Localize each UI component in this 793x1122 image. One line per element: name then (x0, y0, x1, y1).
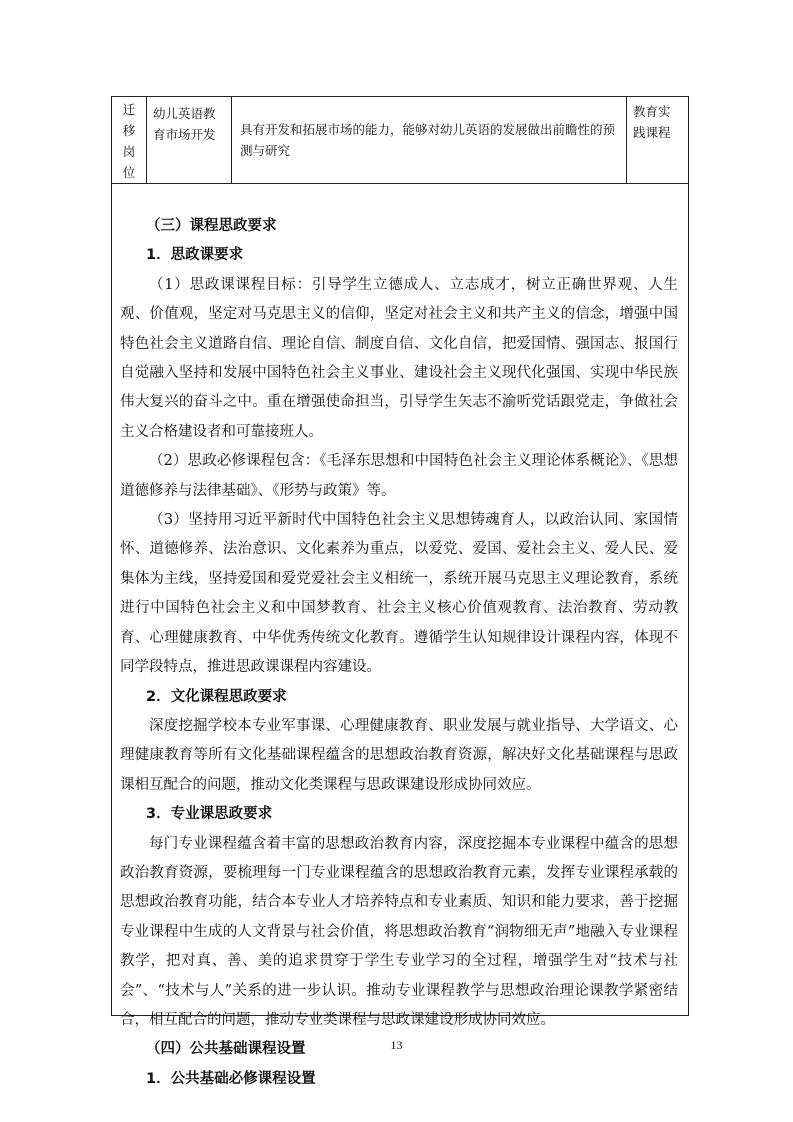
page-number: 13 (390, 1038, 403, 1052)
subsection-heading: 1．思政课要求 (146, 247, 244, 264)
main-content (120, 212, 678, 1094)
position-cell: 幼儿英语教育市场开发 (147, 97, 232, 184)
paragraph: 深度挖掘学校本专业军事课、心理健康教育、职业发展与就业指导、大学语文、心理健康教育等所有文化基础课程蕴含的思想政治教育资源，解决好文化基础课程与思政课相互配合的问题，推动文化类课程与思政课建设形成协同效应。 (120, 717, 678, 793)
category-char: 移 (122, 123, 136, 138)
description-cell: 具有开发和拓展市场的能力，能够对幼儿英语的发展做出前瞻性的预测与研究 (232, 97, 627, 184)
category-char: 位 (122, 165, 136, 180)
paragraph: （1）思政课课程目标：引导学生立德成人、立志成才，树立正确世界观、人生观、价值观，坚定对马克思主义的信仰，坚定对社会主义和共产主义的信念，增强中国特色社会主义道路自信、理论自信、制度自信、文化自信，把爱国情、强国志、报国行自觉融入坚持和发展中国特色社会主义事业、建设社会主义现代化强国、实现中华民族伟大复兴的奋斗之中。重在增强使命担当，引导学生矢志不渝听党话跟党走，争做社会主义合格建设者和可靠接班人。 (120, 276, 678, 440)
paragraph: （2）思政必修课程包含：《毛泽东思想和中国特色社会主义理论体系概论》、《思想道德修养与法律基础》、《形势与政策》等。 (120, 453, 678, 499)
career-table (111, 96, 689, 184)
category-char: 岗 (122, 144, 136, 159)
paragraph: 每门专业课程蕴含着丰富的思想政治教育内容，深度挖掘本专业课程中蕴含的思想政治教育资源，要梳理每一门专业课程蕴含的思想政治教育元素，发挥专业课程承载的思想政治教育功能，结合本专业人才培养特点和专业素质、知识和能力要求，善于挖掘专业课程中生成的人文背景与社会价值，将思想政治教育“润物细无声”地融入专业课程教学，把对真、善、美的追求贯穿于学生专业学习的全过程，增强学生对“技术与社会”、“技术与人”关系的进一步认识。推动专业课程教学与思想政治理论课教学紧密结合，相互配合的问题，推动专业类课程与思政课建设形成协同效应。 (120, 835, 678, 1028)
table-row (112, 97, 689, 184)
subsection-heading: 3．专业课思政要求 (146, 806, 273, 823)
paragraph: （3）坚持用习近平新时代中国特色社会主义思想铸魂育人，以政治认同、家国情怀、道德修养、法治意识、文化素养为重点，以爱党、爱国、爱社会主义、爱人民、爱集体为主线，坚持爱国和爱党爱社会主义相统一，系统开展马克思主义理论教育，系统进行中国特色社会主义和中国梦教育、社会主义核心价值观教育、法治教育、劳动教育、心理健康教育、中华优秀传统文化教育。遵循学生认知规律设计课程内容，体现不同学段特点，推进思政课课程内容建设。 (120, 512, 678, 676)
section-heading: （四）公共基础课程设置 (146, 1041, 306, 1058)
subsection-heading: 1．公共基础必修课程设置 (146, 1070, 316, 1087)
category-char: 迁 (122, 102, 136, 117)
section-heading: （三）课程思政要求 (146, 218, 277, 234)
category-cell (112, 97, 147, 184)
course-cell: 教育实践课程 (627, 97, 689, 184)
subsection-heading: 2．文化课程思政要求 (146, 688, 287, 705)
